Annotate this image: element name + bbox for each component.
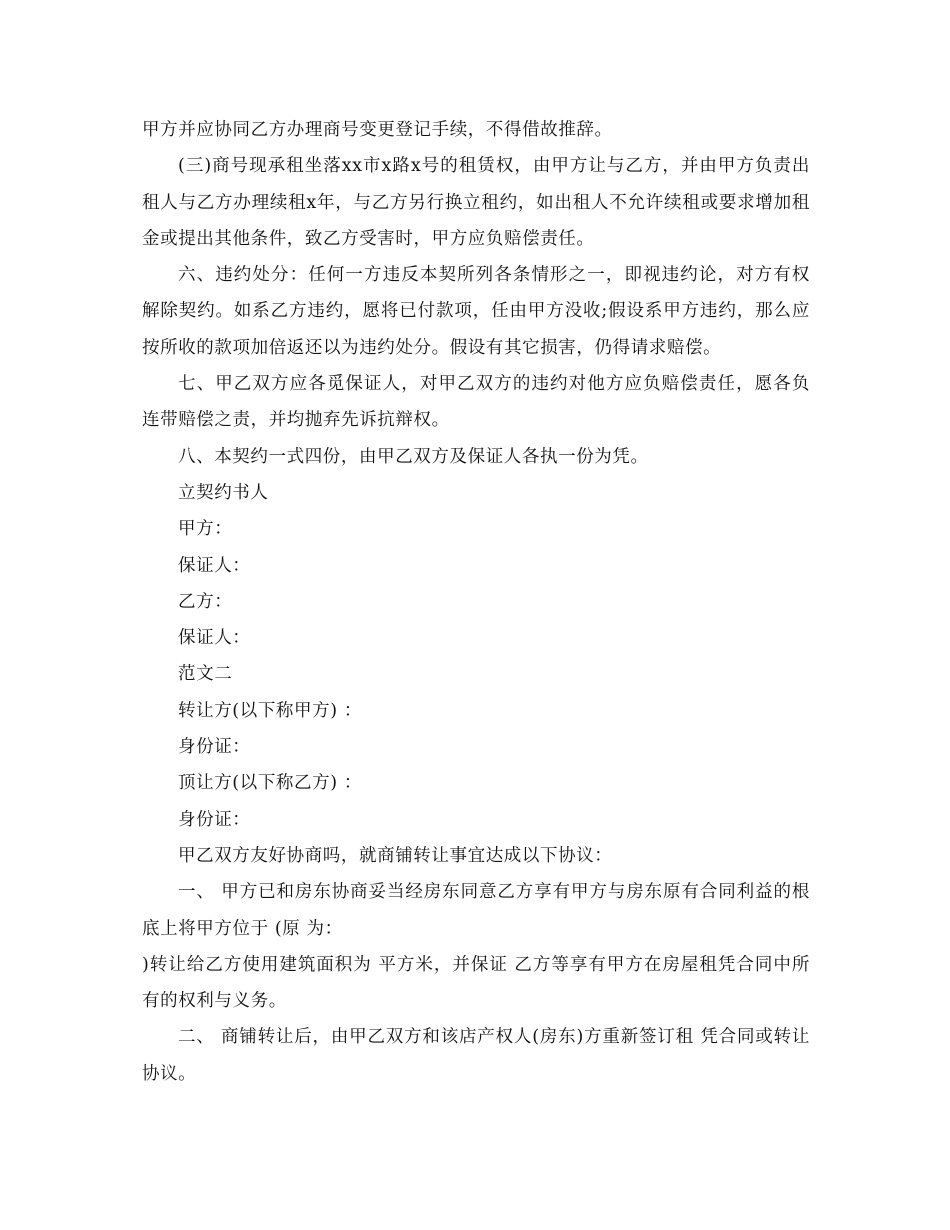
signature-guarantor-a: 保证人： [178, 555, 251, 576]
clause-two: 二、 商铺转让后，由甲乙双方和该店产权人(房东)方重新签订租 凭合同或转让协议。 [142, 1027, 810, 1084]
paragraph-breach: 六、违约处分：任何一方违反本契所列各条情形之一，即视违约论，对方有权解除契约。如系乙方违约，愿将已付款项，任由甲方没收;假设系甲方违约，那么应按所收的款项加倍返还以为违约处分。假设有其它损害，仍得请求赔偿。 [142, 265, 810, 358]
clause-one-continued: )转让给乙方使用建筑面积为 平方米，并保证 乙方等享有甲方在房屋租凭合同中所有的权利与义务。 [142, 954, 810, 1012]
transferor-id-line: 身份证： [178, 737, 251, 758]
clause-one: 一、 甲方已和房东协商妥当经房东同意乙方享有甲方与房东原有合同利益的根底上将甲方位于 (原 为： [142, 882, 810, 939]
signature-guarantor-b: 保证人： [178, 628, 251, 649]
paragraph-registration: 甲方并应协同乙方办理商号变更登记手续，不得借故推辞。 [142, 120, 613, 140]
document-body [142, 112, 810, 1092]
transferor-line: 转让方(以下称甲方) ： [178, 700, 362, 721]
agreement-intro: 甲乙双方友好协商吗，就商铺转让事宜达成以下协议： [178, 845, 613, 866]
section-title: 范文二 [178, 664, 233, 685]
paragraph-copies: 八、本契约一式四份，由甲乙双方及保证人各执一份为凭。 [178, 446, 649, 467]
transferee-id-line: 身份证： [178, 809, 251, 830]
transferee-line: 顶让方(以下称乙方) ： [178, 773, 362, 794]
signature-party-a: 甲方： [178, 519, 233, 540]
paragraph-lease-transfer: (三)商号现承租坐落xx市x路x号的租赁权，由甲方让与乙方，并由甲方负责出租人与乙方办理续租x年，与乙方另行换立租约，如出租人不允许续租或要求增加租金或提出其他条件，致乙方受害时，甲方应负赔偿责任。 [142, 156, 810, 249]
signature-heading: 立契约书人 [178, 482, 269, 503]
signature-party-b: 乙方： [178, 591, 233, 612]
paragraph-guarantor: 七、甲乙双方应各觅保证人，对甲乙双方的违约对他方应负赔偿责任，愿各负连带赔偿之责，并均抛弃先诉抗辩权。 [142, 374, 810, 431]
